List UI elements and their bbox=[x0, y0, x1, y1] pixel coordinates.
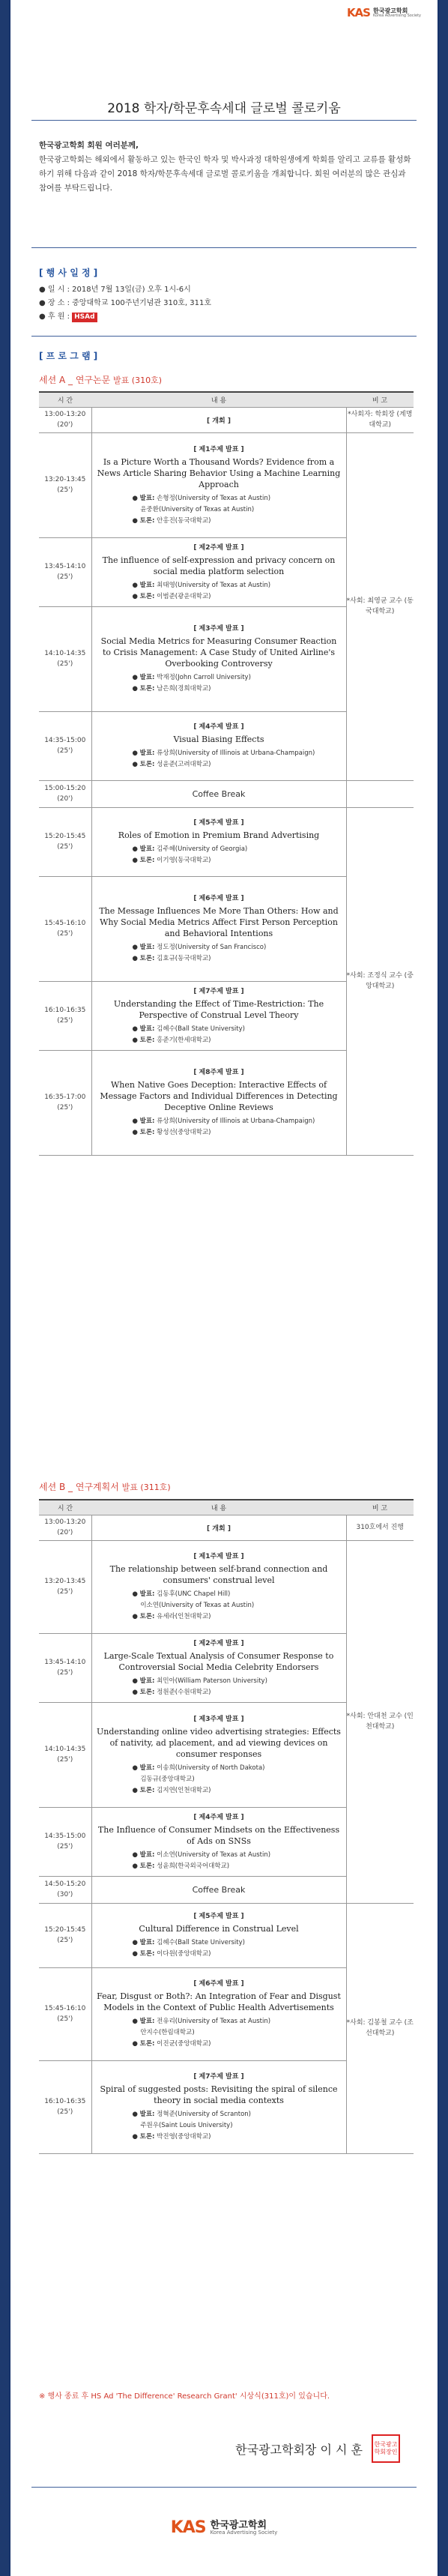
paper-label: [ 제6주제 발표 ] bbox=[193, 895, 244, 902]
chair-cell: *사회: 최영균 교수 (동국대학교) bbox=[346, 432, 414, 780]
person: 이송희(University of North Dakota) bbox=[157, 1764, 265, 1772]
role-label: 토론: bbox=[139, 592, 155, 600]
role-label: 토론: bbox=[139, 2040, 155, 2048]
session-b-name: 세션 B _ 연구계획서 bbox=[39, 1482, 119, 1492]
duration: (25') bbox=[57, 2108, 73, 2116]
paper-label: [ 제3주제 발표 ] bbox=[193, 625, 244, 633]
chair-cell bbox=[346, 780, 414, 807]
time-range: 13:45-14:10 bbox=[44, 563, 86, 570]
event-heading: [ 행 사 일 정 ] bbox=[39, 268, 98, 278]
session-b-table bbox=[39, 1499, 414, 2154]
paper-label: [ 제7주제 발표 ] bbox=[193, 987, 244, 995]
table-row bbox=[39, 1515, 414, 1540]
time-range: 13:00-13:20 bbox=[44, 411, 86, 418]
duration: (25') bbox=[57, 1669, 73, 1677]
role-label: 발표: bbox=[139, 674, 155, 681]
signature bbox=[235, 2434, 400, 2463]
person: 이소연(University of Texas at Austin) bbox=[140, 1602, 255, 1609]
person: 김혜수(Ball State University) bbox=[157, 1939, 245, 1946]
person: 정혁준(University of Scranton) bbox=[157, 2111, 251, 2118]
duration: (25') bbox=[57, 747, 73, 755]
coffee-break: Coffee Break bbox=[192, 788, 246, 799]
paper-label: [ 제2주제 발표 ] bbox=[193, 543, 244, 552]
time-range: 14:35-15:00 bbox=[44, 737, 86, 744]
presenters: ● 발표: 박재정(John Carroll University) ● 토론: 남은희(경희대학교) bbox=[132, 674, 251, 693]
time-cell bbox=[39, 780, 91, 807]
role-label: 토론: bbox=[139, 1036, 155, 1044]
duration: (25') bbox=[57, 1756, 73, 1764]
kas-logo-name-en: Korea Advertising Society bbox=[372, 13, 421, 18]
coffee-break: Coffee Break bbox=[192, 1884, 246, 1895]
time-cell bbox=[39, 1540, 91, 1633]
role-label: 토론: bbox=[139, 1862, 155, 1870]
presenters: ● 발표: 정혁준(University of Scranton) 주원우(Saint Louis University) ● 토론: 박진영(중앙대학교) bbox=[132, 2111, 251, 2141]
table-header: 시 간 bbox=[39, 1500, 91, 1515]
kas-logo-bottom bbox=[10, 2518, 438, 2537]
person: 윤중환(University of Texas at Austin) bbox=[140, 505, 255, 513]
presenters: ● 발표: 류상희(University of Illinois at Urbana-Champaign) ● 토론: 성윤준(고려대학교) bbox=[132, 749, 315, 768]
time-cell bbox=[39, 537, 91, 606]
chair-cell: 310호에서 진행 bbox=[346, 1515, 414, 1540]
paper-label: [ 제3주제 발표 ] bbox=[193, 1715, 244, 1723]
duration: (25') bbox=[57, 1588, 73, 1596]
role-label: 토론: bbox=[139, 1129, 155, 1136]
content-cell bbox=[91, 1967, 346, 2060]
hsad-badge: HSAd bbox=[72, 313, 97, 322]
role-label: 토론: bbox=[139, 857, 155, 864]
person: 황성선(중앙대학교) bbox=[157, 1129, 211, 1136]
person: 홍준기(한세대학교) bbox=[157, 1036, 211, 1044]
role-label: 토론: bbox=[139, 2133, 155, 2141]
person: 최태영(University of Texas at Austin) bbox=[157, 581, 271, 589]
page-frame bbox=[9, 0, 439, 2576]
content-cell bbox=[91, 1903, 346, 1967]
role-label: 토론: bbox=[139, 1950, 155, 1958]
time-cell bbox=[39, 432, 91, 537]
person: 이범준(광운대학교) bbox=[157, 592, 211, 600]
person: 이다원(중앙대학교) bbox=[157, 1950, 211, 1958]
role-label: 발표: bbox=[139, 1939, 155, 1946]
duration: (25') bbox=[57, 1843, 73, 1850]
time-range: 16:10-16:35 bbox=[44, 1007, 86, 1014]
content-cell bbox=[91, 876, 346, 981]
paper-label: [ 제2주제 발표 ] bbox=[193, 1639, 244, 1647]
divider bbox=[31, 2487, 417, 2488]
duration: (25') bbox=[57, 486, 73, 494]
time-cell bbox=[39, 1633, 91, 1702]
intro-body: 한국광고학회는 해외에서 활동하고 있는 한국인 학자 및 박사과정 대학원생에게 학회를 알리고 교류를 활성화 하기 위해 다음과 같이 2018 학자/학문후속세대 글로벌 콜로키움을 개최합니다. 회원 여러분의 많은 관심과 참여를 부탁드립니다. bbox=[39, 155, 411, 193]
divider bbox=[31, 247, 417, 248]
kas-logo-name-en: Korea Advertising Society bbox=[210, 2529, 278, 2536]
content-cell bbox=[91, 1050, 346, 1155]
content-cell bbox=[91, 432, 346, 537]
content-cell bbox=[91, 807, 346, 876]
event-info: ● 일 시 : 2018년 7월 13일(금) 오후 1시-6시 ● 장 소 : 중앙대학교 100주년기념관 310호, 311호 ● 후 원 : HSAd bbox=[39, 286, 212, 321]
role-label: 발표: bbox=[139, 581, 155, 589]
opening-label: [ 개회 ] bbox=[207, 1524, 231, 1533]
event-date: 일 시 : 2018년 7월 13일(금) 오후 1시-6시 bbox=[47, 286, 191, 294]
time-cell bbox=[39, 1876, 91, 1903]
duration: (25') bbox=[57, 843, 73, 851]
time-cell bbox=[39, 876, 91, 981]
time-cell bbox=[39, 1807, 91, 1876]
role-label: 발표: bbox=[139, 1764, 155, 1772]
time-range: 15:00-15:20 bbox=[44, 785, 86, 792]
content-cell bbox=[91, 780, 346, 807]
content-cell bbox=[91, 2060, 346, 2153]
person: 이기영(동국대학교) bbox=[157, 857, 211, 864]
presenters: ● 발표: 정도정(University of San Francisco) ● 토론: 김효규(동국대학교) bbox=[132, 944, 267, 962]
paper-label: [ 제1주제 발표 ] bbox=[193, 445, 244, 453]
role-label: 토론: bbox=[139, 1786, 155, 1794]
person: 김동규(중앙대학교) bbox=[140, 1775, 195, 1783]
person: 성윤준(고려대학교) bbox=[157, 761, 211, 768]
person: 김혜수(Ball State University) bbox=[157, 1025, 245, 1033]
presenters: ● 발표: 이소연(University of Texas at Austin) ● 토론: 성윤희(한국외국어대학교) bbox=[132, 1850, 271, 1870]
time-cell bbox=[39, 1515, 91, 1540]
paper-title: When Native Goes Deception: Interactive Effects of Message Factors and Individual Differences in Detecting Deceptive Online Reviews bbox=[100, 1080, 338, 1112]
table-header: 비 고 bbox=[346, 392, 414, 407]
person: 이소연(University of Texas at Austin) bbox=[157, 1850, 271, 1859]
paper-title: The relationship between self-brand connection and consumers' construal level bbox=[109, 1564, 328, 1585]
opening-label: [ 개회 ] bbox=[207, 417, 231, 425]
content-cell bbox=[91, 1876, 346, 1903]
role-label: 토론: bbox=[139, 1688, 155, 1696]
time-range: 13:20-13:45 bbox=[44, 1578, 86, 1585]
duration: (30') bbox=[57, 1891, 73, 1898]
intro-greeting: 한국광고학회 회원 여러분께, bbox=[39, 141, 139, 150]
role-label: 발표: bbox=[139, 749, 155, 757]
divider bbox=[31, 336, 417, 337]
role-label: 토론: bbox=[139, 955, 155, 962]
paper-label: [ 제1주제 발표 ] bbox=[193, 1553, 244, 1560]
role-label: 발표: bbox=[139, 1590, 155, 1598]
duration: (20') bbox=[57, 795, 73, 803]
content-cell bbox=[91, 711, 346, 780]
time-range: 14:35-15:00 bbox=[44, 1833, 86, 1840]
kas-logo-name: 한국광고학회 bbox=[210, 2519, 267, 2531]
duration: (25') bbox=[57, 1104, 73, 1111]
paper-title: Visual Biasing Effects bbox=[173, 735, 264, 744]
paper-label: [ 제7주제 발표 ] bbox=[193, 2073, 244, 2081]
person: 유세라(인천대학교) bbox=[157, 1613, 211, 1620]
event-place: 장 소 : 중앙대학교 100주년기념관 310호, 311호 bbox=[47, 299, 212, 307]
paper-title: Understanding the Effect of Time-Restriction: The Perspective of Construal Level Theory bbox=[113, 998, 324, 1020]
person: 김주혜(University of Georgia) bbox=[157, 845, 248, 853]
time-cell bbox=[39, 1903, 91, 1967]
kas-logo-mark: KAS bbox=[346, 6, 370, 19]
paper-title: Social Media Metrics for Measuring Consumer Reaction to Crisis Management: A Case Study of United Airline's Overbooking Controversy bbox=[100, 636, 337, 669]
person: 류상희(University of Illinois at Urbana-Champaign) bbox=[157, 749, 315, 757]
person: 전유리(University of Texas at Austin) bbox=[157, 2018, 271, 2025]
time-range: 15:20-15:45 bbox=[44, 833, 86, 840]
paper-label: [ 제6주제 발표 ] bbox=[193, 1980, 244, 1988]
page-title: 2018 학자/학문후속세대 글로벌 콜로키움 bbox=[107, 101, 341, 116]
time-range: 13:45-14:10 bbox=[44, 1659, 86, 1666]
table-header: 내 용 bbox=[91, 1500, 346, 1515]
person: 김효규(동국대학교) bbox=[157, 955, 211, 962]
presenters: ● 발표: 최민아(William Paterson University) ● 토론: 정원준(수원대학교) bbox=[132, 1677, 267, 1696]
chair-cell: *사회: 조정식 교수 (중앙대학교) bbox=[346, 807, 414, 1155]
paper-label: [ 제4주제 발표 ] bbox=[193, 1813, 244, 1821]
paper-title: Is a Picture Worth a Thousand Words? Evidence from a News Article Sharing Behavior Using a Machine Learning Approach bbox=[97, 456, 341, 489]
time-cell bbox=[39, 807, 91, 876]
duration: (25') bbox=[57, 930, 73, 938]
content-cell bbox=[91, 981, 346, 1050]
presenters: ● 발표: 김주혜(University of Georgia) ● 토론: 이기영(동국대학교) bbox=[132, 845, 248, 864]
presenters: ● 발표: 이송희(University of North Dakota) 김동규(중앙대학교) ● 토론: 김지연(인천대학교) bbox=[132, 1764, 265, 1794]
time-range: 14:10-14:35 bbox=[44, 650, 86, 657]
signature-text: 한국광고학회장 이 시 훈 bbox=[235, 2442, 363, 2457]
role-label: 발표: bbox=[139, 845, 155, 853]
table-row bbox=[39, 1903, 414, 1967]
presenters: ● 발표: 손형정(University of Texas at Austin) 윤중환(University of Texas at Austin) ● 토론: 안홍진(동국대학교) bbox=[132, 494, 271, 525]
person: 성윤희(한국외국어대학교) bbox=[157, 1862, 230, 1870]
session-a-room: 발표 (310호) bbox=[113, 375, 162, 385]
kas-logo bbox=[347, 6, 421, 19]
table-row bbox=[39, 780, 414, 807]
role-label: 발표: bbox=[139, 2111, 155, 2118]
role-label: 토론: bbox=[139, 761, 155, 768]
person: 김지연(인천대학교) bbox=[157, 1786, 211, 1794]
role-label: 토론: bbox=[139, 1613, 155, 1620]
person: 박재정(John Carroll University) bbox=[157, 674, 251, 681]
duration: (25') bbox=[57, 573, 73, 581]
content-cell bbox=[91, 537, 346, 606]
time-range: 15:20-15:45 bbox=[44, 1926, 86, 1934]
person: 정원준(수원대학교) bbox=[157, 1688, 211, 1696]
person: 최민아(William Paterson University) bbox=[157, 1677, 267, 1685]
time-cell bbox=[39, 1050, 91, 1155]
time-range: 13:00-13:20 bbox=[44, 1518, 86, 1526]
table-row bbox=[39, 407, 414, 432]
divider bbox=[31, 120, 417, 121]
duration: (25') bbox=[57, 1017, 73, 1025]
paper-title: Fear, Disgust or Both?: An Integration of Fear and Disgust Models in the Context of Public Health Advertisements bbox=[97, 1991, 341, 2012]
event-sponsor-label: 후 원 : bbox=[47, 313, 70, 321]
person: 주원우(Saint Louis University) bbox=[140, 2122, 233, 2129]
role-label: 토론: bbox=[139, 685, 155, 693]
person: 김동후(UNC Chapel Hill) bbox=[157, 1590, 231, 1598]
chair-cell: *사회자: 학회장 (계명대학교) bbox=[346, 407, 414, 432]
time-range: 16:10-16:35 bbox=[44, 2098, 86, 2105]
session-a-table bbox=[39, 391, 414, 1156]
time-cell bbox=[39, 1702, 91, 1807]
paper-label: [ 제5주제 발표 ] bbox=[193, 819, 244, 827]
person: 박진영(중앙대학교) bbox=[157, 2133, 211, 2141]
content-cell bbox=[91, 1807, 346, 1876]
paper-title: Understanding online video advertising strategies: Effects of nativity, ad placement, and ad viewing devices on consumer responses bbox=[97, 1726, 341, 1759]
role-label: 토론: bbox=[139, 516, 155, 525]
duration: (25') bbox=[57, 1937, 73, 1944]
presenters: ● 발표: 전유리(University of Texas at Austin) 안지수(한림대학교) ● 토론: 이진균(중앙대학교) bbox=[132, 2018, 271, 2048]
time-range: 14:50-15:20 bbox=[44, 1880, 86, 1888]
role-label: 발표: bbox=[139, 1850, 155, 1859]
award-note: ※ 행사 종료 후 HS Ad 'The Difference' Research Grant' 시상식(311호)이 있습니다. bbox=[39, 2392, 330, 2401]
role-label: 발표: bbox=[139, 2018, 155, 2025]
time-range: 13:20-13:45 bbox=[44, 476, 86, 483]
table-row bbox=[39, 1540, 414, 1633]
person: 이진균(중앙대학교) bbox=[157, 2040, 211, 2048]
role-label: 발표: bbox=[139, 1117, 155, 1125]
person: 손형정(University of Texas at Austin) bbox=[157, 494, 271, 502]
presenters: ● 발표: 김동후(UNC Chapel Hill) 이소연(University of Texas at Austin) ● 토론: 유세라(인천대학교) bbox=[132, 1590, 255, 1620]
time-cell bbox=[39, 2060, 91, 2153]
presenters: ● 발표: 류상희(University of Illinois at Urbana-Champaign) ● 토론: 황성선(중앙대학교) bbox=[132, 1117, 315, 1136]
role-label: 발표: bbox=[139, 1025, 155, 1033]
content-cell bbox=[91, 606, 346, 711]
person: 정도정(University of San Francisco) bbox=[157, 944, 267, 951]
duration: (20') bbox=[57, 1529, 73, 1536]
role-label: 발표: bbox=[139, 1677, 155, 1685]
time-cell bbox=[39, 1967, 91, 2060]
paper-title: Large-Scale Textual Analysis of Consumer Response to Controversial Social Media Celebrity Endorsers bbox=[103, 1650, 334, 1672]
person: 안홍진(동국대학교) bbox=[157, 516, 211, 525]
session-a-title bbox=[39, 373, 162, 386]
time-range: 14:10-14:35 bbox=[44, 1746, 86, 1753]
table-row bbox=[39, 807, 414, 876]
kas-logo-name: 한국광고학회 bbox=[372, 7, 408, 14]
duration: (20') bbox=[57, 421, 73, 429]
session-b-title bbox=[39, 1480, 171, 1493]
time-cell bbox=[39, 606, 91, 711]
session-a-name: 세션 A _ 연구논문 bbox=[39, 375, 111, 385]
role-label: 발표: bbox=[139, 494, 155, 502]
content-cell bbox=[91, 407, 346, 432]
paper-title: The influence of self-expression and privacy concern on social media platform selection bbox=[102, 555, 336, 576]
time-range: 15:45-16:10 bbox=[44, 2005, 86, 2012]
chair-cell: *사회: 안대천 교수 (인천대학교) bbox=[346, 1540, 414, 1903]
presenters: ● 발표: 최태영(University of Texas at Austin) ● 토론: 이범준(광운대학교) bbox=[132, 581, 271, 600]
program-heading: [ 프 로 그 램 ] bbox=[39, 351, 98, 361]
official-seal: 한국광고학회장인 bbox=[372, 2434, 400, 2463]
time-range: 16:35-17:00 bbox=[44, 1094, 86, 1101]
paper-label: [ 제8주제 발표 ] bbox=[193, 1069, 244, 1076]
content-cell bbox=[91, 1515, 346, 1540]
paper-label: [ 제4주제 발표 ] bbox=[193, 723, 244, 731]
time-cell bbox=[39, 981, 91, 1050]
paper-title: Roles of Emotion in Premium Brand Advertising bbox=[118, 830, 320, 840]
paper-title: Spiral of suggested posts: Revisiting the spiral of silence theory in social media contexts bbox=[100, 2084, 338, 2105]
person: 남은희(경희대학교) bbox=[157, 685, 211, 693]
table-header: 내 용 bbox=[91, 392, 346, 407]
content-cell bbox=[91, 1702, 346, 1807]
person: 류상희(University of Illinois at Urbana-Champaign) bbox=[157, 1117, 315, 1125]
table-row bbox=[39, 432, 414, 537]
paper-title: The Influence of Consumer Mindsets on the Effectiveness of Ads on SNSs bbox=[97, 1824, 340, 1846]
table-header: 시 간 bbox=[39, 392, 91, 407]
kas-logo-mark: KAS bbox=[170, 2518, 206, 2537]
duration: (25') bbox=[57, 660, 73, 668]
time-range: 15:45-16:10 bbox=[44, 920, 86, 927]
time-cell bbox=[39, 407, 91, 432]
session-b-room: 발표 (311호) bbox=[121, 1482, 171, 1492]
table-header: 비 고 bbox=[346, 1500, 414, 1515]
paper-label: [ 제5주제 발표 ] bbox=[193, 1913, 244, 1920]
presenters: ● 발표: 김혜수(Ball State University) ● 토론: 이다원(중앙대학교) bbox=[132, 1939, 245, 1958]
intro-text bbox=[39, 139, 414, 196]
chair-cell: *사회: 김봉철 교수 (조선대학교) bbox=[346, 1903, 414, 2153]
paper-title: Cultural Difference in Construal Level bbox=[139, 1924, 299, 1934]
paper-title: The Message Influences Me More Than Others: How and Why Social Media Metrics Affect First Person Perception and Behavioral Intentions bbox=[99, 906, 339, 938]
duration: (25') bbox=[57, 2015, 73, 2023]
person: 안지수(한림대학교) bbox=[140, 2029, 195, 2036]
presenters: ● 발표: 김혜수(Ball State University) ● 토론: 홍준기(한세대학교) bbox=[132, 1025, 245, 1044]
time-cell bbox=[39, 711, 91, 780]
role-label: 발표: bbox=[139, 944, 155, 951]
content-cell bbox=[91, 1540, 346, 1633]
content-cell bbox=[91, 1633, 346, 1702]
